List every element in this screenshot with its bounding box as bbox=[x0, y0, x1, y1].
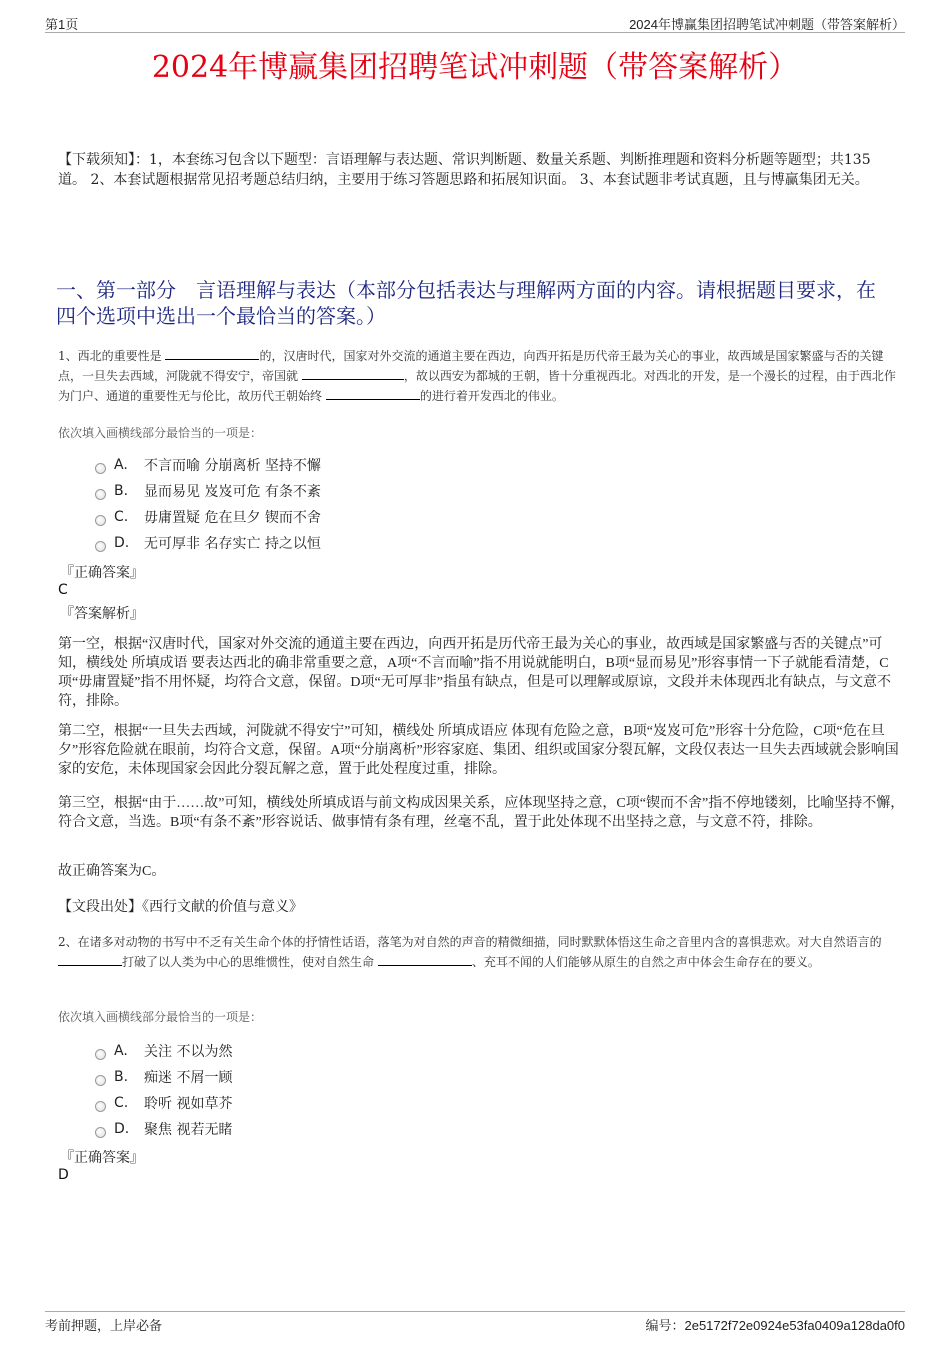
fill-blank bbox=[326, 386, 420, 400]
option-d[interactable] bbox=[95, 1116, 232, 1142]
page-header bbox=[45, 12, 905, 33]
document-title: 2024年博赢集团招聘笔试冲刺题（带答案解析） bbox=[151, 50, 799, 85]
option-letter: B. bbox=[114, 1069, 129, 1085]
stem-text: 的，汉唐时代，国家对外交流的通道主要在西边，向西开拓是历代帝王最为关心的事业，故西域是国家繁盛与否的关键点，一旦失去西域，河陇就不得安宁，帝国就 bbox=[58, 349, 884, 383]
question-2-instruction: 依次填入画横线部分最恰当的一项是： bbox=[58, 1010, 263, 1024]
footer-slogan: 考前押题，上岸必备 bbox=[45, 1318, 163, 1333]
option-text: 不言而喻 分崩离析 坚持不懈 bbox=[144, 458, 321, 474]
question-2-options bbox=[95, 1038, 232, 1142]
radio-button[interactable] bbox=[95, 1101, 106, 1112]
fill-blank bbox=[378, 952, 472, 966]
radio-button[interactable] bbox=[95, 1049, 106, 1060]
radio-button[interactable] bbox=[95, 463, 106, 474]
option-a[interactable] bbox=[95, 1038, 232, 1064]
option-letter: D. bbox=[114, 535, 130, 551]
stem-text: 的进行着开发西北的伟业。 bbox=[419, 389, 564, 403]
header-doc-title: 2024年博赢集团招聘笔试冲刺题（带答案解析） bbox=[629, 17, 905, 32]
stem-text: 、充耳不闻的人们能够从原生的自然之声中体会生命存在的要义。 bbox=[471, 955, 820, 969]
correct-answer: C bbox=[58, 582, 68, 598]
option-text: 痴迷 不屑一顾 bbox=[144, 1070, 233, 1086]
option-b[interactable] bbox=[95, 1064, 232, 1090]
stem-text: 2、在诸多对动物的书写中不乏有关生命个体的抒情性话语，落笔为对自然的声音的精微细描，同时默默体悟这生命之音里内含的喜惧悲欢。对大自然语言的 bbox=[58, 935, 882, 949]
option-b[interactable] bbox=[95, 478, 321, 504]
analysis-paragraph-1: 第一空，根据“汉唐时代，国家对外交流的通道主要在西边，向西开拓是历代帝王最为关心的事业，故西域是国家繁盛与否的关键点”可知，横线处 所填成语 要表达西北的确非常重要之意，A项“不言而喻”指不用说就能明白，B项“显而易见”形容事情一下子就能看清楚，C项“毋庸置疑”指不用怀疑，均符合文意，保留。D项“无可厚非”指虽有缺点，但是可以理解或原谅，文段并未体现西北有缺点，与文意不符，排除。 bbox=[58, 637, 891, 709]
correct-answer-label: 『正确答案』 bbox=[60, 565, 144, 581]
option-letter: D. bbox=[114, 1121, 130, 1137]
analysis-paragraph-3: 第三空，根据“由于……故”可知，横线处所填成语与前文构成因果关系，应体现坚持之意，C项“锲而不舍”指不停地镂刻，比喻坚持不懈，符合文意，当选。B项“有条不紊”形容说话、做事情有条有理，丝毫不乱，置于此处体现不出坚持之意，与文意不符，排除。 bbox=[58, 796, 905, 830]
analysis-paragraph-2: 第二空，根据“一旦失去西域，河陇就不得安宁”可知，横线处 所填成语应 体现有危险之意，B项“岌岌可危”形容十分危险，C项“危在旦夕”形容危险就在眼前，均符合文意，保留。A项“分崩离析”形容家庭、集团、组织或国家分裂瓦解，文段仅表达一旦失去西域就会影响国家的安危，未体现国家会因此分裂瓦解之意，置于此处程度过重，排除。 bbox=[58, 724, 899, 777]
analysis-conclusion: 故正确答案为C。 bbox=[58, 864, 166, 879]
analysis-label: 『答案解析』 bbox=[60, 606, 144, 622]
question-2-stem bbox=[58, 932, 905, 972]
option-a[interactable] bbox=[95, 452, 321, 478]
radio-button[interactable] bbox=[95, 515, 106, 526]
option-letter: C. bbox=[114, 1095, 129, 1111]
radio-button[interactable] bbox=[95, 541, 106, 552]
radio-button[interactable] bbox=[95, 489, 106, 500]
correct-answer-label: 『正确答案』 bbox=[60, 1150, 144, 1166]
option-d[interactable] bbox=[95, 530, 321, 556]
stem-text: 1、西北的重要性是 bbox=[58, 349, 166, 363]
option-letter: A. bbox=[114, 457, 128, 473]
correct-answer: D bbox=[58, 1167, 69, 1183]
question-1-stem bbox=[58, 346, 905, 406]
option-text: 聆听 视如草芥 bbox=[144, 1096, 233, 1112]
page-footer bbox=[45, 1311, 905, 1333]
option-letter: B. bbox=[114, 483, 129, 499]
option-c[interactable] bbox=[95, 1090, 232, 1116]
download-notice: 【下载须知】：1，本套练习包含以下题型：言语理解与表达题、常识判断题、数量关系题、判断推理题和资料分析题等题型；共135道。 2、本套试题根据常见招考题总结归纳，主要用于练习答题思路和拓展知识面。 3、本套试题非考试真题，且与博赢集团无关。 bbox=[58, 152, 871, 188]
option-text: 无可厚非 名存实亡 持之以恒 bbox=[144, 536, 321, 552]
option-text: 显而易见 岌岌可危 有条不紊 bbox=[144, 484, 321, 500]
stem-text: 打破了以人类为中心的思维惯性，使对自然生命 bbox=[122, 955, 378, 969]
option-text: 毋庸置疑 危在旦夕 锲而不舍 bbox=[144, 510, 321, 526]
radio-button[interactable] bbox=[95, 1127, 106, 1138]
option-c[interactable] bbox=[95, 504, 321, 530]
fill-blank bbox=[58, 952, 122, 966]
fill-blank bbox=[302, 366, 404, 380]
option-text: 关注 不以为然 bbox=[144, 1044, 233, 1060]
option-text: 聚焦 视若无睹 bbox=[144, 1122, 233, 1138]
page-number: 第1页 bbox=[45, 17, 79, 32]
fill-blank bbox=[165, 346, 259, 360]
option-letter: C. bbox=[114, 509, 129, 525]
section-heading: 一、第一部分 言语理解与表达（本部分包括表达与理解两方面的内容。请根据题目要求，在四个选项中选出一个最恰当的答案。） bbox=[56, 278, 876, 328]
radio-button[interactable] bbox=[95, 1075, 106, 1086]
stem-text: ，故以西安为都城的王朝，皆十分重视西北。对西北的开发，是一个漫长的过程，由于西北作为门户、通道的重要性无与伦比，故历代王朝始终 bbox=[58, 369, 896, 403]
footer-serial: 编号：2e5172f72e0924e53fa0409a128da0f0 bbox=[645, 1318, 905, 1333]
option-letter: A. bbox=[114, 1043, 128, 1059]
question-1-options bbox=[95, 452, 321, 556]
question-1-instruction: 依次填入画横线部分最恰当的一项是： bbox=[58, 426, 263, 440]
passage-source: 【文段出处】《西行文献的价值与意义》 bbox=[58, 900, 303, 915]
